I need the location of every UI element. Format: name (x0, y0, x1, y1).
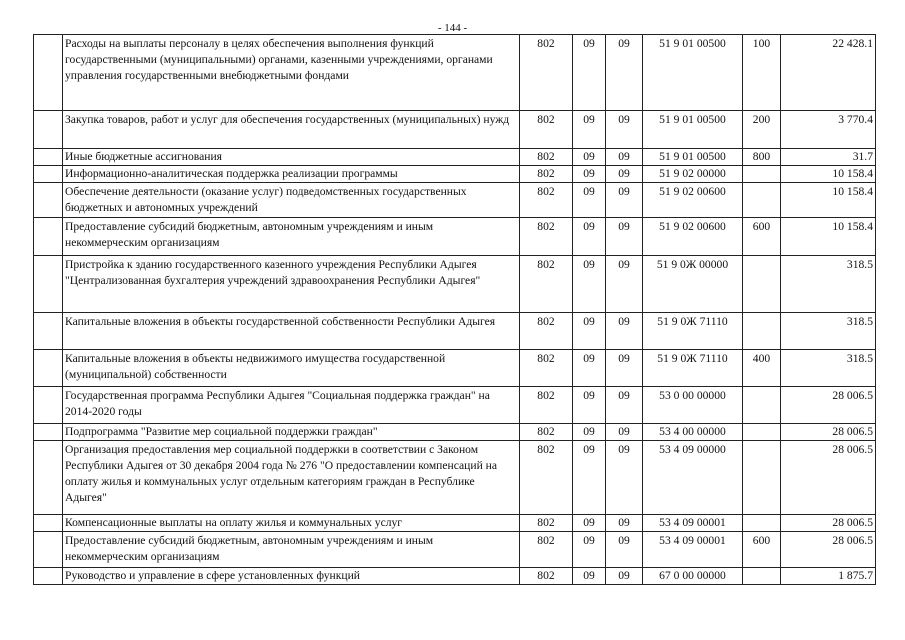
row-name: Обеспечение деятельности (оказание услуг) подведомственных государственных бюджетных и автономных учреждений (63, 183, 520, 218)
ministry-code: 802 (520, 111, 573, 149)
target-code: 51 9 01 00500 (643, 149, 743, 166)
row-marker-cell (34, 350, 63, 387)
row-marker-cell (34, 532, 63, 568)
expense-type-code (743, 256, 781, 313)
amount: 22 428.1 (781, 35, 876, 111)
row-marker-cell (34, 166, 63, 183)
row-name: Пристройка к зданию государственного казенного учреждения Республики Адыгея "Централизованная бухгалтерия учреждений здравоохранения Республики Адыгея" (63, 256, 520, 313)
row-name: Подпрограмма "Развитие мер социальной поддержки граждан" (63, 424, 520, 441)
ministry-code: 802 (520, 166, 573, 183)
subsection-code: 09 (606, 313, 643, 350)
amount: 28 006.5 (781, 441, 876, 515)
row-marker-cell (34, 568, 63, 585)
row-marker-cell (34, 515, 63, 532)
row-name: Капитальные вложения в объекты государственной собственности Республики Адыгея (63, 313, 520, 350)
row-marker-cell (34, 387, 63, 424)
ministry-code: 802 (520, 387, 573, 424)
amount: 318.5 (781, 313, 876, 350)
subsection-code: 09 (606, 218, 643, 256)
target-code: 53 0 00 00000 (643, 387, 743, 424)
expense-type-code (743, 313, 781, 350)
section-code: 09 (573, 441, 606, 515)
row-name: Предоставление субсидий бюджетным, автономным учреждениям и иным некоммерческим организациям (63, 532, 520, 568)
section-code: 09 (573, 568, 606, 585)
target-code: 51 9 01 00500 (643, 35, 743, 111)
ministry-code: 802 (520, 149, 573, 166)
table-row (34, 256, 876, 313)
section-code: 09 (573, 35, 606, 111)
expense-type-code (743, 387, 781, 424)
ministry-code: 802 (520, 515, 573, 532)
section-code: 09 (573, 313, 606, 350)
budget-table (33, 34, 876, 585)
table-row (34, 387, 876, 424)
amount: 10 158.4 (781, 218, 876, 256)
ministry-code: 802 (520, 256, 573, 313)
row-marker-cell (34, 183, 63, 218)
expense-type-code (743, 441, 781, 515)
row-marker-cell (34, 218, 63, 256)
row-marker-cell (34, 256, 63, 313)
expense-type-code (743, 166, 781, 183)
table-row (34, 424, 876, 441)
table-row (34, 532, 876, 568)
expense-type-code: 100 (743, 35, 781, 111)
row-name: Закупка товаров, работ и услуг для обеспечения государственных (муниципальных) нужд (63, 111, 520, 149)
row-marker-cell (34, 111, 63, 149)
expense-type-code (743, 515, 781, 532)
ministry-code: 802 (520, 532, 573, 568)
ministry-code: 802 (520, 313, 573, 350)
row-name: Государственная программа Республики Адыгея "Социальная поддержка граждан" на 2014-2020 годы (63, 387, 520, 424)
target-code: 51 9 02 00000 (643, 166, 743, 183)
expense-type-code (743, 568, 781, 585)
row-name: Капитальные вложения в объекты недвижимого имущества государственной (муниципальной) собственности (63, 350, 520, 387)
ministry-code: 802 (520, 424, 573, 441)
section-code: 09 (573, 183, 606, 218)
row-name: Информационно-аналитическая поддержка реализации программы (63, 166, 520, 183)
section-code: 09 (573, 256, 606, 313)
row-name: Иные бюджетные ассигнования (63, 149, 520, 166)
target-code: 51 9 02 00600 (643, 183, 743, 218)
row-name: Предоставление субсидий бюджетным, автономным учреждениям и иным некоммерческим организациям (63, 218, 520, 256)
subsection-code: 09 (606, 515, 643, 532)
row-marker-cell (34, 313, 63, 350)
amount: 318.5 (781, 350, 876, 387)
expense-type-code (743, 183, 781, 218)
section-code: 09 (573, 532, 606, 568)
table-row (34, 568, 876, 585)
target-code: 53 4 00 00000 (643, 424, 743, 441)
table-row (34, 313, 876, 350)
section-code: 09 (573, 166, 606, 183)
subsection-code: 09 (606, 568, 643, 585)
expense-type-code: 200 (743, 111, 781, 149)
amount: 28 006.5 (781, 424, 876, 441)
section-code: 09 (573, 149, 606, 166)
row-name: Организация предоставления мер социальной поддержки в соответствии с Законом Республики Адыгея от 30 декабря 2004 года № 276 "О предоставлении компенсаций на оплату жилья и коммунальных услуг отдельным категориям граждан в Республике Адыгея" (63, 441, 520, 515)
subsection-code: 09 (606, 256, 643, 313)
expense-type-code (743, 424, 781, 441)
amount: 28 006.5 (781, 532, 876, 568)
section-code: 09 (573, 424, 606, 441)
section-code: 09 (573, 350, 606, 387)
target-code: 51 9 02 00600 (643, 218, 743, 256)
target-code: 67 0 00 00000 (643, 568, 743, 585)
row-name: Руководство и управление в сфере установленных функций (63, 568, 520, 585)
section-code: 09 (573, 387, 606, 424)
subsection-code: 09 (606, 424, 643, 441)
subsection-code: 09 (606, 532, 643, 568)
table-row (34, 350, 876, 387)
row-marker-cell (34, 149, 63, 166)
section-code: 09 (573, 218, 606, 256)
subsection-code: 09 (606, 149, 643, 166)
expense-type-code: 600 (743, 218, 781, 256)
target-code: 51 9 0Ж 71110 (643, 350, 743, 387)
expense-type-code: 400 (743, 350, 781, 387)
ministry-code: 802 (520, 35, 573, 111)
section-code: 09 (573, 111, 606, 149)
row-name: Расходы на выплаты персоналу в целях обеспечения выполнения функций государственными (муниципальными) органами, казенными учреждениями, органами управления государственными внебюджетными фондами (63, 35, 520, 111)
subsection-code: 09 (606, 111, 643, 149)
subsection-code: 09 (606, 183, 643, 218)
subsection-code: 09 (606, 350, 643, 387)
table-row (34, 166, 876, 183)
target-code: 53 4 09 00000 (643, 441, 743, 515)
target-code: 51 9 01 00500 (643, 111, 743, 149)
target-code: 53 4 09 00001 (643, 515, 743, 532)
table-row (34, 218, 876, 256)
row-marker-cell (34, 35, 63, 111)
ministry-code: 802 (520, 441, 573, 515)
amount: 1 875.7 (781, 568, 876, 585)
subsection-code: 09 (606, 441, 643, 515)
amount: 3 770.4 (781, 111, 876, 149)
target-code: 51 9 0Ж 00000 (643, 256, 743, 313)
subsection-code: 09 (606, 387, 643, 424)
expense-type-code: 800 (743, 149, 781, 166)
expense-type-code: 600 (743, 532, 781, 568)
ministry-code: 802 (520, 218, 573, 256)
table-row (34, 35, 876, 111)
amount: 28 006.5 (781, 515, 876, 532)
page-number: - 144 - (437, 22, 468, 34)
section-code: 09 (573, 515, 606, 532)
table-row (34, 515, 876, 532)
amount: 31.7 (781, 149, 876, 166)
subsection-code: 09 (606, 35, 643, 111)
amount: 10 158.4 (781, 183, 876, 218)
table-row (34, 183, 876, 218)
table-row (34, 111, 876, 149)
amount: 10 158.4 (781, 166, 876, 183)
row-name: Компенсационные выплаты на оплату жилья и коммунальных услуг (63, 515, 520, 532)
amount: 318.5 (781, 256, 876, 313)
amount: 28 006.5 (781, 387, 876, 424)
ministry-code: 802 (520, 183, 573, 218)
target-code: 53 4 09 00001 (643, 532, 743, 568)
subsection-code: 09 (606, 166, 643, 183)
table-row (34, 149, 876, 166)
ministry-code: 802 (520, 350, 573, 387)
table-row (34, 441, 876, 515)
row-marker-cell (34, 424, 63, 441)
row-marker-cell (34, 441, 63, 515)
ministry-code: 802 (520, 568, 573, 585)
target-code: 51 9 0Ж 71110 (643, 313, 743, 350)
